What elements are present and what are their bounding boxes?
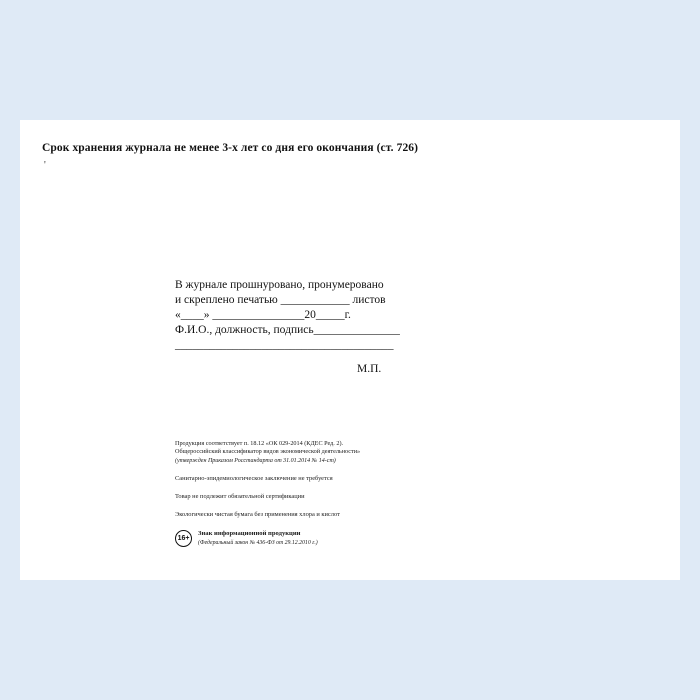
retention-note: Срок хранения журнала не менее 3-х лет со дня его окончания (ст. 726) bbox=[42, 142, 419, 154]
certification-line-1: В журнале прошнуровано, пронумеровано bbox=[175, 279, 384, 291]
footer-row-sanitary: Санитарно-эпидемиологическое заключение не требуется bbox=[175, 475, 333, 483]
document-sheet bbox=[20, 120, 680, 580]
seal-label: М.П. bbox=[357, 363, 382, 375]
age-mark-subtitle: (Федеральный закон № 436-ФЗ от 29.12.2010 г.) bbox=[198, 540, 318, 547]
certification-block bbox=[175, 278, 475, 377]
footer-row-certification: Товар не подлежит обязательной сертификации bbox=[175, 493, 305, 501]
stray-tick-mark: ' bbox=[44, 160, 46, 171]
footer-block bbox=[175, 440, 535, 547]
footer-okved-line-1: Продукция соответствует п. 18.12 «ОК 029-2014 (КДЕС Ред. 2). bbox=[175, 440, 344, 447]
footer-okved-italic: (утвержден Приказом Росстандарта от 31.01.2014 № 14-ст) bbox=[175, 457, 336, 464]
footer-row-paper: Экологически чистая бумага без применения хлора и кислот bbox=[175, 511, 340, 519]
age-mark-text bbox=[198, 530, 318, 547]
certification-line-5: ______________________________________ bbox=[175, 339, 394, 351]
footer-spacer-3 bbox=[175, 501, 535, 510]
footer-spacer-1 bbox=[175, 465, 535, 474]
footer-okved-line-2: Общероссийский классификатор видов экономической деятельности» bbox=[175, 448, 361, 456]
certification-line-4: Ф.И.О., должность, подпись_______________ bbox=[175, 324, 400, 336]
age-mark-title: Знак информационной продукции bbox=[198, 530, 301, 538]
certification-line-3: «____» ________________20_____г. bbox=[175, 309, 351, 321]
age-mark-row bbox=[175, 530, 535, 547]
footer-spacer-2 bbox=[175, 483, 535, 492]
age-rating-icon: 16+ bbox=[175, 530, 192, 547]
certification-line-2: и скреплено печатью ____________ листов bbox=[175, 294, 386, 306]
